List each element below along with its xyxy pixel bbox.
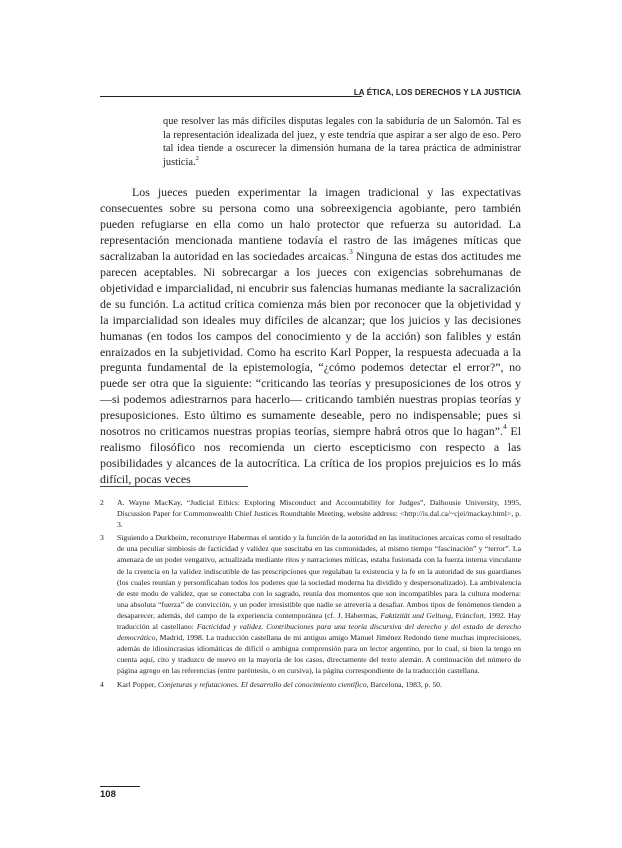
footnote-text: , Barcelona, 1983, p. 50. [366, 679, 442, 689]
body-text [100, 185, 521, 488]
quote-text: que resolver las más difíciles disputas legales con la sabiduría de un Salomón. Tal es la representación idealizada del juez, y este tendría que aspirar a ser algo de eso. Pero tal idea tiende a oscurecer la dimensión humana de la tarea práctica de administrar justicia. [163, 116, 521, 169]
footnote-ref-3[interactable]: 3 [349, 246, 353, 256]
footnote-ref-4[interactable]: 4 [502, 422, 507, 432]
paragraph-text-part-2: Ninguna de estas dos actitudes me parecen aceptables. Ni sobrecargar a los jueces con exigencias sobrehumanas de objetividad e imparcialidad, ni encubrir sus falencias humanas mediante la sacralización de su función. La actitud crítica comienza más bien por reconocer que la objetividad y la imparcialidad son ideales muy difíciles de alcanzar; que los juicios y las decisiones humanas (en todos los campos del conocimiento y de la acción) son falibles y están enraizados en la subjetividad. Como ha escrito Karl Popper, la respuesta adecuada a la pregunta fundamental de la epistemología, “¿cómo podemos detectar el error?”, no puede ser otra que la siguiente: “criticando las teorías y presuposiciones de los otros y —si podemos adiestrarnos para hacerlo— criticando también nuestras propias teorías y presuposiciones. Esto último es sumamente deseable, pero no indispensable; pues si nosotros no criticamos nuestras propias teorías, siempre habrá otros que lo hagan”. [100, 248, 521, 439]
paragraph-text-part-3: El realismo filosófico nos recomienda un cierto escepticismo con respecto a las posibilidades y alcances de la autocrítica. La crítica de los propios prejuicios es lo más difícil, pocas veces [100, 424, 521, 487]
footnote-text: Karl Popper, [117, 679, 158, 689]
footnote-3 [100, 532, 521, 676]
footnote-ref-2[interactable]: 2 [195, 154, 199, 162]
book-title: Faktizität und Geltung [380, 610, 452, 620]
block-quote [163, 115, 521, 170]
header-rule [100, 96, 362, 97]
running-header [100, 88, 521, 100]
footnote-text: , Madrid, 1998. La traducción castellana de mi antiguo amigo Manuel Jiménez Redondo tiene muchas imprecisiones, además de idiosincrasias idiomáticas de difícil o ambigua comprensión para un lector argentino, por lo cual, si bien la tengo en cuenta aquí, cito y traduzco de nuevo en la mayoría de los casos, directamente del texto alemán. A continuación del número de página agrego en las referencias (entre paréntesis, o en cursiva), la página correspondiente de la traducción castellana. [117, 633, 521, 676]
page-number: 108 [100, 789, 116, 800]
footnote-2 [100, 497, 521, 530]
footnote-4 [100, 679, 521, 690]
footnotes [100, 497, 521, 692]
page-number-rule [100, 786, 140, 787]
book-title: Conjeturas y refutaciones. El desarrollo del conocimiento científico [157, 679, 367, 689]
body-paragraph [100, 185, 521, 488]
footnote-number: 2 [100, 498, 104, 507]
book-title: Facticidad y validez. Contribuciones para una teoría discursiva del derecho y del estado de derecho democrático [117, 622, 521, 643]
footnote-text: A. Wayne MacKay, “Judicial Ethics: Exploring Misconduct and Accountability for Judges”, Dalhousie University, 1995, Discussion Paper for Commonwealth Chief Justices Roundtable Meeting, website address: <http://is.dal.ca/~cjei/mackay.html>, p. 3. [117, 498, 521, 530]
footnote-text: , Fráncfort, 1992. Hay traducción al castellano: [117, 610, 521, 632]
footnote-separator [100, 486, 248, 487]
running-title: LA ÉTICA, LOS DERECHOS Y LA JUSTICIA [353, 88, 521, 97]
footnote-number: 3 [100, 533, 104, 543]
footnote-text: Siguiendo a Durkheim, reconstruye Habermas el sentido y la función de la autoridad en las instituciones arcaicas como el resultado de una peculiar simbiosis de facticidad y validez que suscitaba en las comunidades, al mismo tiempo “fascinación” y “terror”. La amenaza de un poder vengativo, actualizada mediante ritos y narraciones míticas, estaba fusionada con la fuerza interna vinculante de la creencia en la validez indiscutible de las prescripciones que regulaban la existencia y la fe en la autoridad de sus guardianes (los cuales reunían y personificaban todos los poderes que la sociedad moderna ha dividido y despersonalizado). La ambivalencia de este modo de validez, que se conectaba con lo sagrado, reunía dos momentos que son incompatibles para la cultura moderna: una absoluta “fuerza” de convicción, y un poder irresistible que nadie se atrevería a desafiar. Ambos tipos de fenómenos tienden a desaparecer, además, del campo de la experiencia contemporánea (cf. J. Habermas, [117, 533, 521, 620]
footnote-number: 4 [100, 679, 104, 689]
paragraph-text-part-1: Los jueces pueden experimentar la imagen tradicional y las expectativas consecuentes sobre su persona como una sobreexigencia agobiante, pero también pueden refugiarse en ella como un halo protector que refuerza su autoridad. La representación mencionada mantiene todavía el rastro de las imágenes míticas que sacralizaban la autoridad en las sociedades arcaicas. [100, 185, 521, 263]
